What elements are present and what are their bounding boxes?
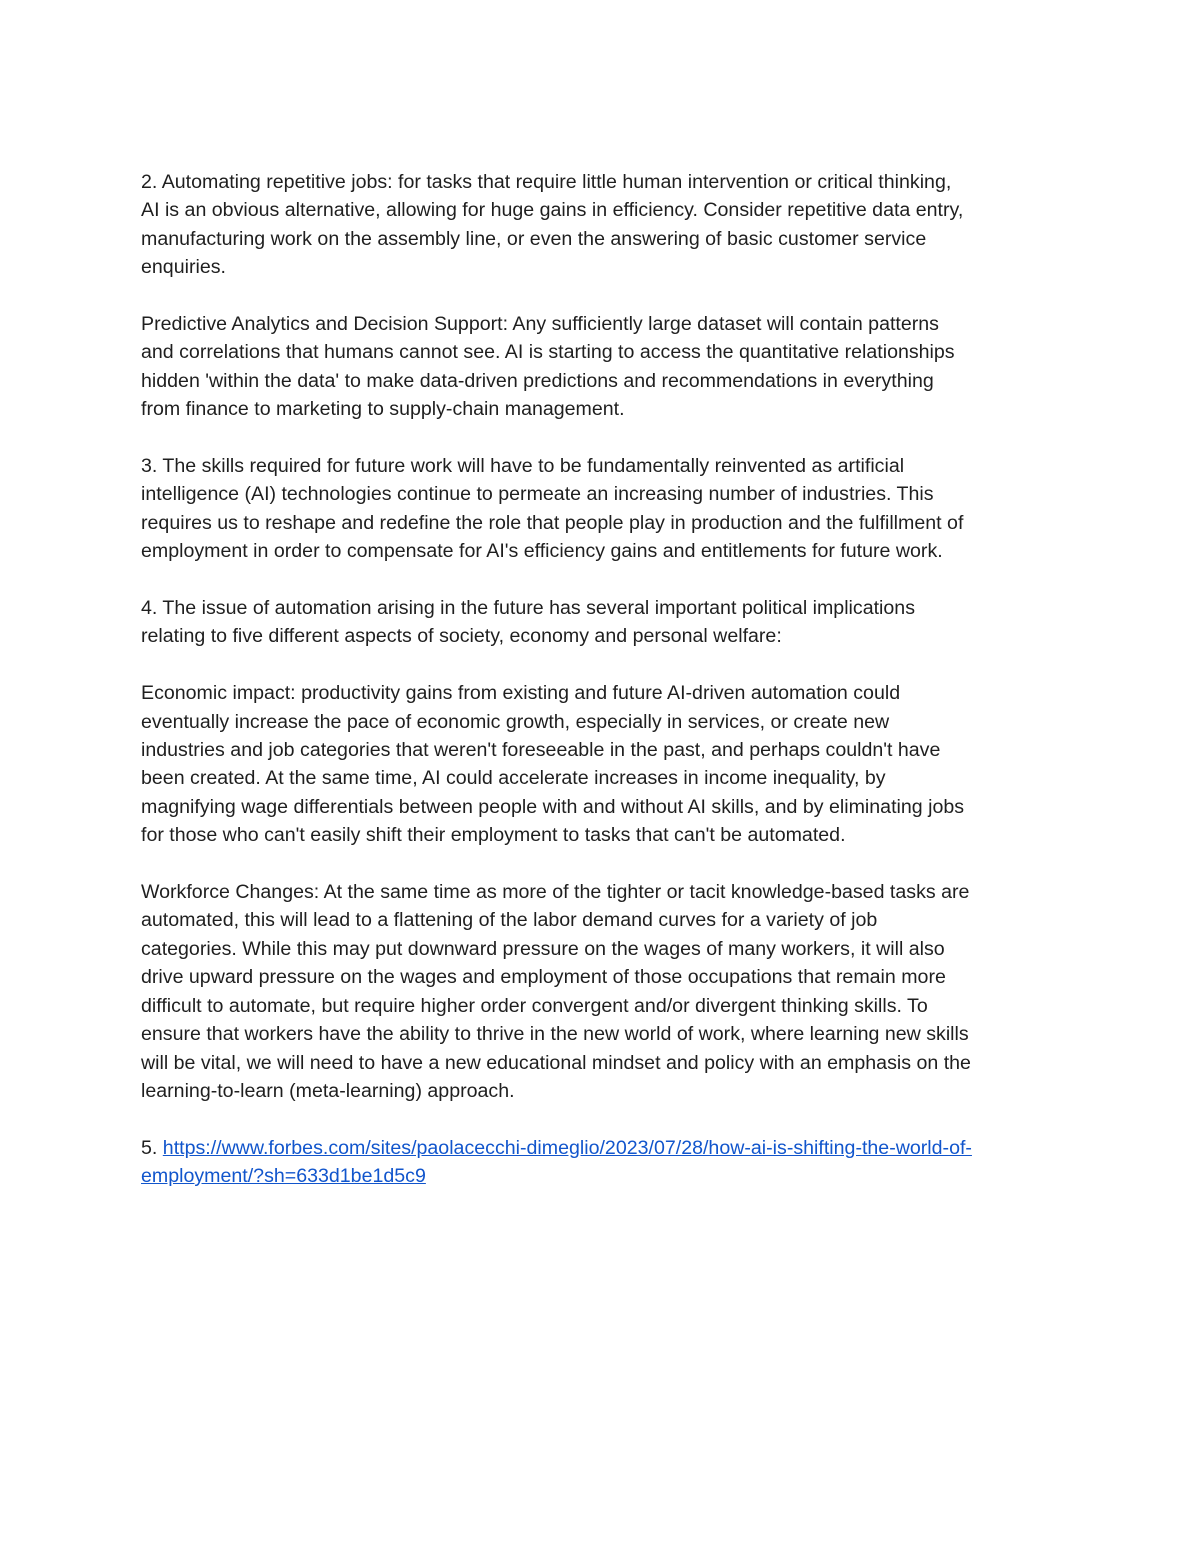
paragraph-economic-impact: Economic impact: productivity gains from existing and future AI-driven automation could eventually increase the pace of economic growth, especially in services, or create new industries and job categories that weren't foreseeable in the past, and perhaps couldn't have been created. At the same time, AI could accelerate increases in income inequality, by magnifying wage differentials between people with and without AI skills, and by eliminating jobs for those who can't easily shift their employment to tasks that can't be automated. (141, 682, 965, 847)
paragraph-skills-reinvented: 3. The skills required for future work will have to be fundamentally reinvented as artificial intelligence (AI) technologies continue to permeate an increasing number of industries. This requires us to reshape and redefine the role that people play in production and the fulfillment of employment in order to compensate for AI's efficiency gains and entitlements for future work. (141, 455, 964, 563)
reference-number: 5. (141, 1136, 163, 1159)
reference-link-line2: employment/?sh=633d1be1d5c9 (141, 1165, 426, 1188)
reference-link-line1: https://www.forbes.com/sites/paolacecchi-dimeglio/2023/07/28/how-ai-is-shifting-the-world-of- (162, 1136, 972, 1159)
reference-link[interactable] (141, 1137, 972, 1187)
reference-citation (141, 1134, 1071, 1191)
paragraph-workforce-changes: Workforce Changes: At the same time as more of the tighter or tacit knowledge-based tasks are automated, this will lead to a flattening of the labor demand curves for a variety of job categories. While this may put downward pressure on the wages of many workers, it will also drive upward pressure on the wages and employment of those occupations that remain more difficult to automate, but require higher order convergent and/or divergent thinking skills. To ensure that workers have the ability to thrive in the new world of work, where learning new skills will be vital, we will need to have a new educational mindset and policy with an emphasis on the learning-to-learn (meta-learning) approach. (141, 881, 971, 1102)
document-body (141, 168, 1071, 1191)
paragraph-automation-political-implications: 4. The issue of automation arising in the future has several important political implications relating to five different aspects of society, economy and personal welfare: (141, 597, 915, 648)
paragraph-predictive-analytics: Predictive Analytics and Decision Support: Any sufficiently large dataset will contain patterns and correlations that humans cannot see. AI is starting to access the quantitative relationships hidden 'within the data' to make data-driven predictions and recommendations in everything from finance to marketing to supply-chain management. (141, 313, 955, 421)
paragraph-automating-repetitive-jobs: 2. Automating repetitive jobs: for tasks that require little human intervention or critical thinking, AI is an obvious alternative, allowing for huge gains in efficiency. Consider repetitive data entry, manufacturing work on the assembly line, or even the answering of basic customer service enquiries. (141, 171, 964, 279)
